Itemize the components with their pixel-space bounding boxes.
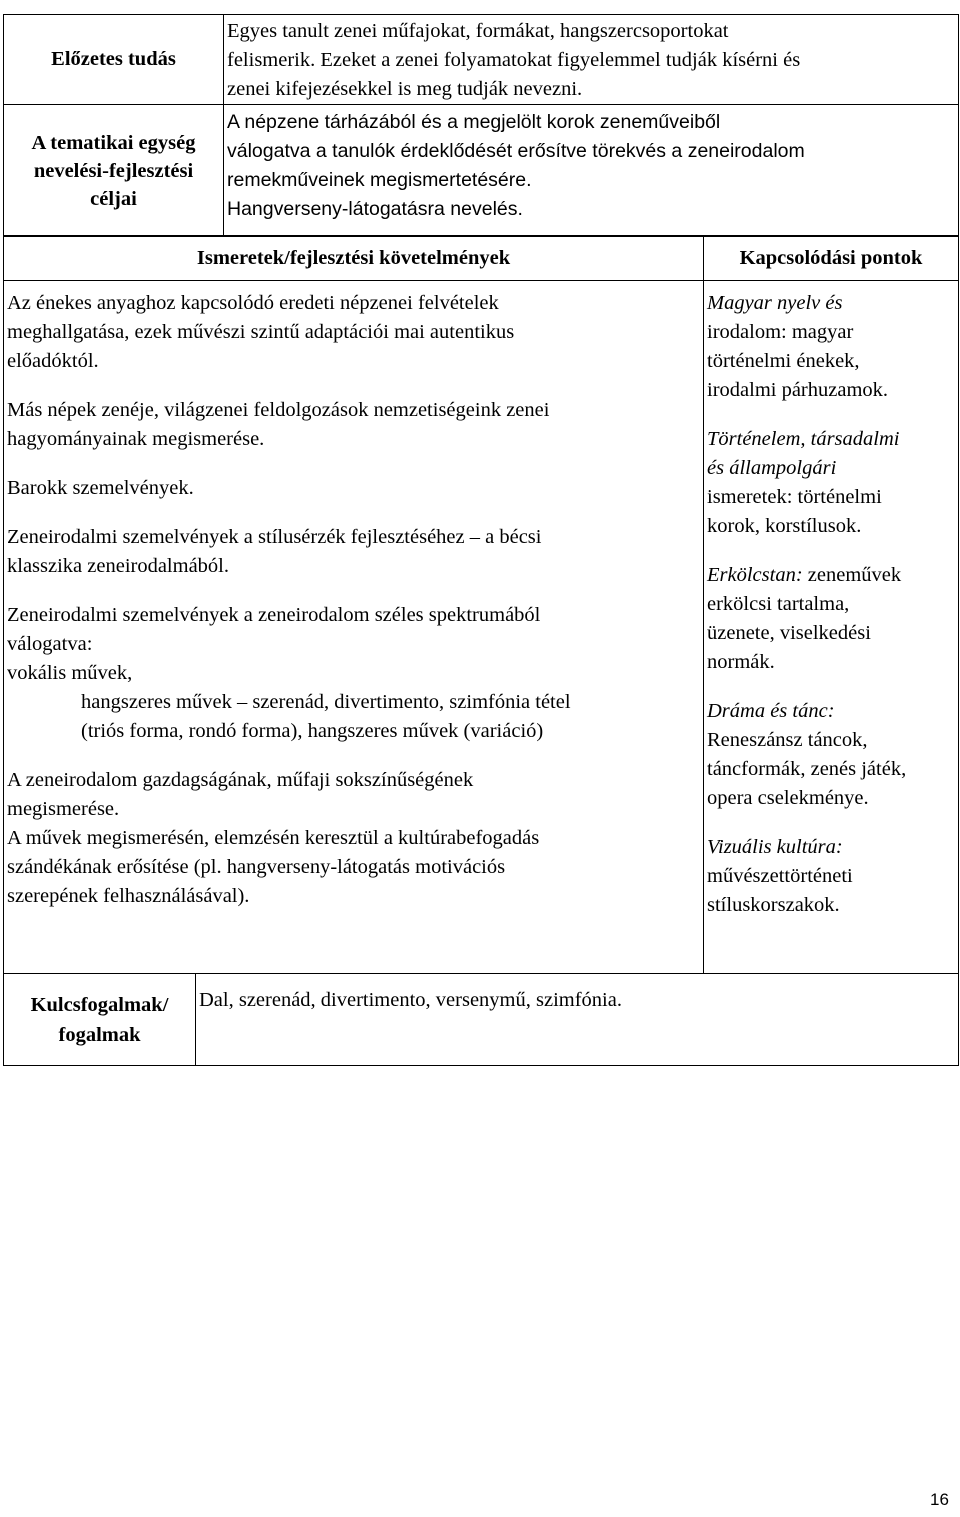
main-table [3, 235, 959, 974]
key-concepts-text: Dal, szerenád, divertimento, versenymű, szimfónia. [196, 974, 959, 1066]
paragraph-world-music: Más népek zenéje, világzenei feldolgozások nemzetiségeink zenei hagyományainak megismerése. [7, 399, 550, 450]
page-number: 16 [930, 1490, 949, 1509]
paragraph-instrumental: hangszeres művek – szerenád, divertimento, szimfónia tétel (triós forma, rondó forma), hangszeres művek (variáció) [81, 691, 571, 742]
paragraph-folk: Az énekes anyaghoz kapcsolódó eredeti népzenei felvételek meghallgatása, ezek művészi szintű adaptációi mai autentikus előadóktól. [7, 292, 515, 372]
connection-ethics: Erkölcstan: zeneművek erkölcsi tartalma, üzenete, viselkedési normák. [707, 564, 902, 673]
connections-header: Kapcsolódási pontok [704, 236, 959, 281]
paragraph-richness: A zeneirodalom gazdagságának, műfaji sokszínűségének megismerése. A művek megismerésén, elemzésén keresztül a kultúrabefogadás szándékának erősítése (pl. hangverseny-látogatás motivációs szerepének felhasználásával). [7, 769, 540, 907]
top-table [3, 14, 959, 237]
goals-text: A népzene tárházából és a megjelölt korok zeneműveiből válogatva a tanulók érdeklődését erősítve törekvés a zeneirodalom remekműveinek megismertetésére. Hangverseny-látogatásra nevelés. [224, 105, 959, 237]
connection-history: Történelem, társadalmi és állampolgári ismeretek: történelmi korok, korstílusok. [707, 428, 900, 537]
paragraph-spectrum: Zeneirodalmi szemelvények a zeneirodalom széles spektrumából válogatva: vokális művek, [7, 604, 541, 684]
connection-visual: Vizuális kultúra: művészettörténeti stíluskorszakok. [707, 836, 853, 916]
key-concepts-table [3, 973, 959, 1066]
paragraph-baroque: Barokk szemelvények. [7, 477, 194, 499]
connection-literature: Magyar nyelv és irodalom: magyar történelmi énekek, irodalmi párhuzamok. [707, 292, 889, 401]
requirements-header: Ismeretek/fejlesztési követelmények [4, 236, 704, 281]
prior-knowledge-label: Előzetes tudás [4, 15, 224, 105]
connection-drama: Dráma és tánc: Reneszánsz táncok, táncformák, zenés játék, opera cselekménye. [707, 700, 907, 809]
connections-content [704, 281, 959, 974]
goals-label: A tematikai egység nevelési-fejlesztési céljai [4, 105, 224, 237]
paragraph-classical: Zeneirodalmi szemelvények a stílusérzék fejlesztéséhez – a bécsi klasszika zeneirodalmából. [7, 526, 542, 577]
prior-knowledge-text: Egyes tanult zenei műfajokat, formákat, hangszercsoportokat felismerik. Ezeket a zenei folyamatokat figyelemmel tudják kísérni és zenei kifejezésekkel is meg tudják nevezni. [224, 15, 959, 105]
requirements-content [4, 281, 704, 974]
key-concepts-label: Kulcsfogalmak/ fogalmak [4, 974, 196, 1066]
